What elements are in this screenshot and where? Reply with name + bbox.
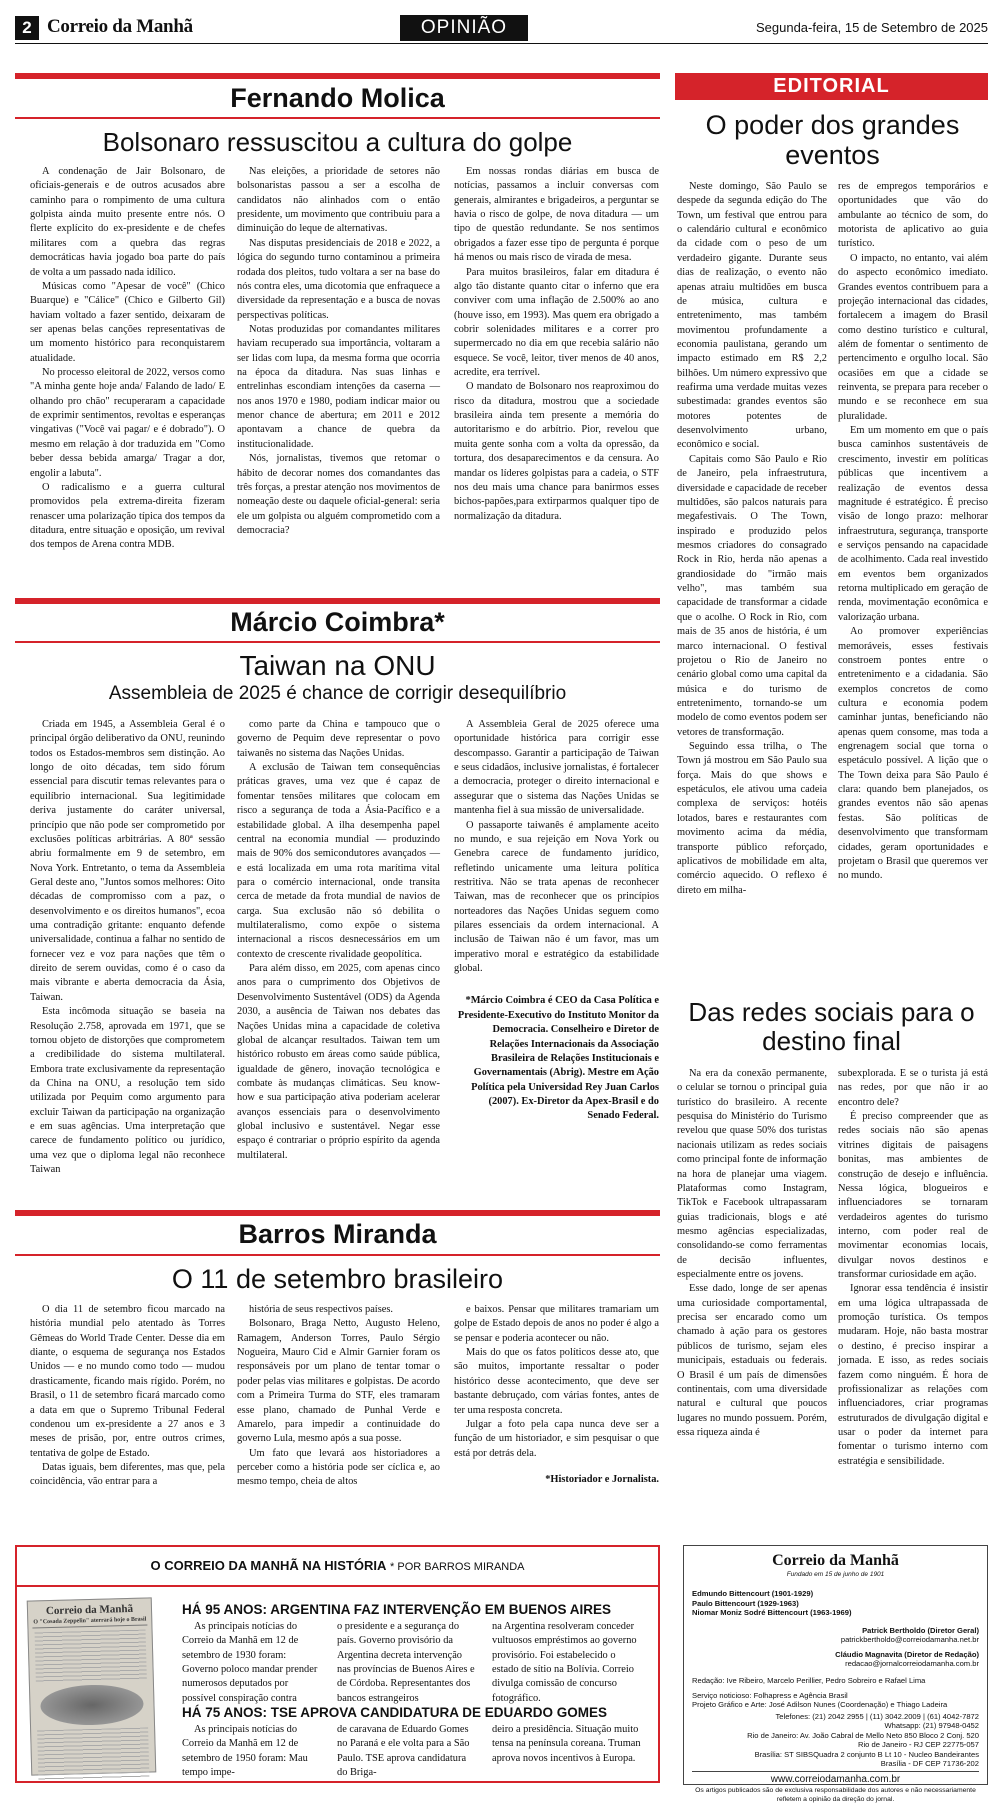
article-column <box>30 718 225 1178</box>
masthead-projeto: Projeto Gráfico e Arte: José Adilson Nunes (Coordenação) e Thiago Ladeira <box>692 1700 948 1710</box>
paragraph: subexplorada. E se o turista já está nas redes, por que não ir ao encontro dele? <box>838 1068 988 1108</box>
founder: Edmundo Bittencourt (1901-1929) <box>692 1589 814 1599</box>
editorial-column <box>677 180 827 898</box>
paragraph: de caravana de Eduardo Gomes no Paraná e ele volta para a São Paulo. TSE aprova candidatura do Briga- <box>337 1724 470 1779</box>
article-column <box>454 1303 659 1487</box>
address: Rio de Janeiro - RJ CEP 22775-057 <box>857 1740 979 1750</box>
paragraph: Nós, jornalistas, tivemos que retomar o hábito de decorar nomes dos comandantes das três forças, a prestar atenção nos movimentos de nomeação deste ou daquele oficial-general: seria ele um golpista ou alguém comprometido com a democracia? <box>237 453 440 536</box>
paragraph: Nas eleições, a prioridade de setores não bolsonaristas passou a ser a escolha de candidatos não alinhados com o então presidente, um movimento que contribuiu para a diminuição do leque de alternativas. <box>237 166 440 235</box>
article-column <box>237 1303 440 1490</box>
section-bar <box>15 598 660 604</box>
paragraph: deiro a presidência. Situação muito tensa na península coreana. Truman aprova novos incentivos à Europa. <box>492 1724 641 1764</box>
author-rule <box>15 117 660 119</box>
masthead-box <box>683 1545 988 1803</box>
masthead-founded: Fundado em 15 de junho de 1901 <box>786 1571 885 1578</box>
paragraph: As principais notícias do Correio da Manhã em 12 de setembro de 1930 foram: Governo poloco mandar prender numerosos deputados por possível conspiração contra <box>182 1621 318 1704</box>
author-bio: *Márcio Coimbra é CEO da Casa Política e Presidente-Executivo do Instituto Monitor da Democracia. Conselheiro e Diretor de Relações Internacionais da Associação Brasileira de Relações Institucionais e Governamentais (Abrig). Mestre em Ação Política pela Universidad Rey Juan Carlos (2007). Ex-Diretor da Apex-Brasil e do Senado Federal. <box>457 995 659 1122</box>
paragraph: O mandato de Bolsonaro nos reaproximou do risco da ditadura, mostrou que a sociedade brasileira ainda tem presente a memória do autoritarismo e do arbítrio. Pior, revelou que muita gente sonha com a volta da opressão, da tortura, dos desaparecimentos e da censura. Ao mandar os líderes golpistas para a cadeia, o STF nos deu mais uma chance para banirmos esses bichos-papões,para extirparmos qualquer tipo de normalização da ditadura. <box>454 381 659 522</box>
article-column <box>454 718 659 1124</box>
author-bio: *Historiador e Jornalista. <box>545 1473 659 1485</box>
paragraph: As principais notícias do Correio da Manhã em 12 de setembro de 1950 foram: Mau tempo impe- <box>182 1724 308 1779</box>
history-item-heading: HÁ 75 ANOS: TSE APROVA CANDIDATURA DE EDUARDO GOMES <box>182 1705 608 1720</box>
author-rule <box>15 641 660 643</box>
zeppelin-photo <box>40 1684 144 1727</box>
masthead-contacts <box>692 1712 979 1769</box>
paragraph: A condenação de Jair Bolsonaro, de oficiais-generais e de outros acusados abre caminho para o rompimento de uma cultura golpista ainda muito presente entre nós. O flerte explícito do ex-presidente e de chefes militares com a quebra das regras democráticas havia jogado boa parte do país de volta a um passado nada idílico. <box>30 166 225 278</box>
page-number: 2 <box>15 16 39 40</box>
paragraph: No processo eleitoral de 2022, versos como "A minha gente hoje anda/ Falando de lado/ E olhando pro chão" recuperaram a capacidade de exprimir sentimentos, revoltas e esperanças vingativas ("Você vai pagar/ e é dobrado"). O mesmo em relação à dor traduzida em "Como beber dessa bebida amarga/ Tragar a dor, engolir a labuta". <box>30 367 225 479</box>
article-title: O 11 de setembro brasileiro <box>171 1264 504 1294</box>
history-box <box>15 1545 660 1783</box>
history-newspaper-image <box>27 1597 157 1775</box>
paragraph: como parte da China e tampouco que o governo de Pequim deve representar o povo taiwanês no sistema das Nações Unidas. <box>237 719 440 759</box>
director: Cláudio Magnavita (Diretor de Redação) <box>835 1649 979 1659</box>
article-subtitle: Assembleia de 2025 é chance de corrigir desequilíbrio <box>108 683 567 704</box>
article-column <box>30 165 225 553</box>
history-image-headline: O "Cosada Zeppelin" aterrará hoje o Brasil <box>32 1617 147 1629</box>
paragraph: Músicas como "Apesar de você" (Chico Buarque) e "Cálice" (Chico e Gilberto Gil) haviam voltado a fazer sentido, deixaram de ser apenas belas canções representativas de um momento histórico para reconquistarem atualidade. <box>30 280 225 364</box>
paragraph: Ao promover experiências memoráveis, esses festivais constroem pontes entre o entretenimento e a cidadania. São exemplos concretos de como cultura e economia podem caminhar juntas, beneficiando não apenas quem consome, mas toda a engrenagem social que torna o espetáculo possível. A lição que o The Town deixa para São Paulo é clara: quando bem planejados, os grandes eventos não são apenas festas. São políticas de desenvolvimento que transformam cidades, geram oportunidades e projetam o Brasil que queremos ver no mundo. <box>838 626 988 882</box>
editorial-label: EDITORIAL <box>675 73 988 100</box>
header-logo: Correio da Manhã <box>47 16 193 37</box>
masthead-site[interactable]: www.correiodamanha.com.br <box>692 1771 979 1787</box>
history-item-columns <box>182 1723 642 1779</box>
masthead-servico: Serviço noticioso: Folhapress e Agência Brasil <box>692 1691 848 1700</box>
editorial-title: O poder dos grandes eventos <box>705 110 960 171</box>
masthead-founders <box>692 1589 979 1617</box>
paragraph: Nas disputas presidenciais de 2018 e 2022, a lógica do segundo turno contaminou a primeira rodada dos pleitos, tudo voltara a ser na base do nós contra eles, uma dicotomia que enfraquece a diversidade da representação e a busca de novas perspectivas políticas. <box>237 237 440 321</box>
header-rule <box>15 43 988 44</box>
paragraph: Na era da conexão permanente, o celular se tornou o principal guia turístico do brasileiro. A recente pesquisa do Ministério do Turismo revelou que quase 50% dos turistas nacionais utilizam as redes sociais como principal fonte de informação na hora de planejar uma viagem. Plataformas como Instagram, TikTok e Facebook ultrapassaram guias tradicionais, blogs e até mesmo agências especializadas, consolidando-se como ferramentas de decisão influentes, especialmente entre os jovens. <box>677 1068 827 1281</box>
paragraph: Criada em 1945, a Assembleia Geral é o principal órgão deliberativo da ONU, reunindo todos os Estados-membros sem distinção. Ao longo de oito décadas, tem sido fórum essencial para discutir temas relevantes para o equilíbrio internacional. Sua legitimidade deriva justamente do caráter universal, princípio que não pode ser comprometido por exclusões políticas arbitrárias. A 80ª sessão abriu formalmente em 9 de setembro, em Nova York. Entretanto, o tema da Assembleia Geral deste ano, "Juntos somos melhores: Oito décadas de compromisso com a paz, o desenvolvimento e os direitos humanos", ecoa uma contradição gritante: enquanto defende universalidade, continua a falhar no sentido de fornecer vez e voz para nações que têm o direito de serem ouvidas, como é o caso da mais vibrante e aberta democracia da Ásia, Taiwan. <box>30 719 225 1003</box>
section-label: OPINIÃO <box>400 15 528 41</box>
paragraph: Esta incômoda situação se baseia na Resolução 2.758, aprovada em 1971, que se tornou objeto de distorções que comprometem a credibilidade do sistema multilateral. Embora trate exclusivamente da representação da China na ONU, a resolução tem sido utilizada por Pequim como argumento para excluir Taiwan da participação na organização e em suas agências. Uma interpretação que carece de fundamento político ou jurídico, uma vez que o diploma legal não reconhece Taiwan <box>30 1006 225 1176</box>
paragraph: Notas produzidas por comandantes militares haviam recuperado sua importância, voltaram a ser lidas com lupa, da mesma forma que ocorria na época da ditadura. Nas suas linhas e entrelinhas escondiam intenções da caserna — nos anos 1970 e 1980, podiam indicar maior ou menor chance de abertura; em 2011 e 2012 apontavam a chance de quebra da institucionalidade. <box>237 323 440 450</box>
history-header <box>17 1547 658 1587</box>
history-image-masthead: Correio da Manhã <box>45 1602 134 1618</box>
paragraph: Datas iguais, bem diferentes, mas que, pela coincidência, vão entrar para a <box>30 1461 225 1488</box>
history-byline: * POR BARROS MIRANDA <box>390 1561 525 1573</box>
page-header <box>15 14 988 44</box>
editorial-title: Das redes sociais para o destino final <box>688 997 975 1057</box>
author-name: Fernando Molica <box>230 83 445 113</box>
paragraph: o presidente e a segurança do país. Governo provisório da Argentina decreta intervenção nas províncias de Buenos Aires e de Córdoba. Representantes dos bancos estrangeiros <box>337 1621 475 1704</box>
article-title: Bolsonaro ressuscitou a cultura do golpe <box>102 127 573 157</box>
paragraph: Ignorar essa tendência é insistir em uma lógica ultrapassada de promoção turística. Os tempos mudaram. Hoje, não basta mostrar o destino, é preciso inspirar a jornada. E isso, as redes sociais fazem como ninguém. É hora de profissionalizar as relações com influenciadores, criar programas estruturados de divulgação digital e usar o poder da internet para fomentar o turismo interno com estratégia e sensibilidade. <box>838 1283 988 1467</box>
masthead-directors <box>692 1626 979 1669</box>
paragraph: O radicalismo e a guerra cultural promovidos pela extrema-direita fizeram renascer uma polarização típica dos tempos da ditadura, entre situação e oposição, um revival dos tempos de Arena contra MDB. <box>30 481 225 551</box>
paragraph: Julgar a foto pela capa nunca deve ser a função de um historiador, e sim pesquisar o que está por detrás dela. <box>454 1418 659 1459</box>
author-name: Barros Miranda <box>238 1219 437 1249</box>
paragraph: Um fato que levará aos historiadores a perceber como a história pode ser cíclica e, ao mesmo tempo, cheia de altos <box>237 1447 440 1488</box>
section-bar <box>15 73 660 79</box>
author-name: Márcio Coimbra* <box>230 607 445 637</box>
header-date: Segunda-feira, 15 de Setembro de 2025 <box>755 20 988 35</box>
article-column <box>237 718 440 1163</box>
article-column <box>454 165 659 524</box>
address: Rio de Janeiro: Av. João Cabral de Mello Neto 850 Bloco 2 Conj. 520 <box>747 1730 979 1740</box>
paragraph: O passaporte taiwanês é amplamente aceito no mundo, e sua rejeição em Nova York ou Genebra carece de fundamento jurídico, refletindo unicamente uma leitura política restritiva. Não se trata apenas de reconhecer Taiwan, mas de reconhecer que os princípios norteadores das Nações Unidas seguem como pilares essenciais da ordem internacional. A inclusão de Taiwan não é um favor, mas um imperativo moral e estratégico da estabilidade global. <box>454 819 659 975</box>
paragraph: O impacto, no entanto, vai além do aspecto econômico imediato. Grandes eventos contribuem para a projeção internacional das cidades, fortalecem a imagem do Brasil como destino turístico e cultural, além de fomentar o sentimento de pertencimento e orgulho local. São ocasiões em que a cidade se reinventa, se prepara para receber o mundo e se reconhece em sua pluralidade. <box>838 252 988 422</box>
masthead-disclaimer: Os artigos publicados são de exclusiva responsabilidade dos autores e não necessariamente refletem a opinião da direção do jornal. <box>695 1787 976 1803</box>
history-item-1 <box>182 1602 642 1704</box>
editorial-column <box>838 180 988 884</box>
director-email: redacao@jornalcorreiodamanha.com.br <box>845 1659 979 1669</box>
history-title: O CORREIO DA MANHÃ NA HISTÓRIA <box>150 1558 387 1573</box>
masthead-redacao: Redação: Ive Ribeiro, Marcelo Perillier, Pedro Sobreiro e Rafael Lima <box>692 1675 926 1685</box>
history-title-wrap <box>17 1558 658 1573</box>
paragraph: A exclusão de Taiwan tem consequências práticas graves, uma vez que é capaz de fomentar tensões militares que colocam em risco a segurança de toda a Ásia-Pacífico e a estabilidade global. A ilha desempenha papel central na economia mundial — produzindo mais de 90% dos semicondutores avançados — e está localizada em uma rota marítima vital para o comércio internacional, onde transita cerca de metade da frota mundial de navios de carga. Sua exclusão não só debilita o multilateralismo, como expõe o sistema internacional a riscos desnecessários em um contexto de crescente rivalidade geopolítica. <box>237 762 440 960</box>
address: Brasília - DF CEP 71736-202 <box>880 1759 979 1769</box>
paragraph: É preciso compreender que as redes sociais não são apenas vitrines digitais de paisagens bonitas, mas ambientes de construção de desejo e influência. Nessa lógica, blogueiros e influenciadores se tornaram verdadeiros agentes do turismo interno, com poder real de movimentar economias locais, divulgar novos destinos e transformar curiosidade em ação. <box>838 1111 988 1281</box>
paragraph: história de seus respectivos países. <box>249 1304 393 1315</box>
address: Brasília: ST SIBSQuadra 2 conjunto B Lt 10 - Nucleo Bandeirantes <box>754 1749 979 1759</box>
paragraph: Capitais como São Paulo e Rio de Janeiro, pela infraestrutura, diversidade e capacidade de receber multidões, são palcos naturais para megafestivais. O The Town, inspirado e produzido pelos mesmos criadores do consagrado Rock in Rio, herda não apenas a grandiosidade do "irmão mais velho", mas também sua capacidade de transformar a cidade que o acolhe. O Rock in Rio, com mais de 35 anos de história, é um marco internacional. O festival projetou o Rio de Janeiro no cenário global como uma capital da música e do turismo de entretenimento, tornando-se um modelo de como eventos podem ser vetores de transformação. <box>677 453 827 738</box>
article-title: Taiwan na ONU <box>239 650 436 681</box>
image-text-lines <box>35 1630 147 1683</box>
article-column <box>237 165 440 538</box>
paragraph: Para além disso, em 2025, com apenas cinco anos para o cumprimento dos Objetivos de Desenvolvimento Sustentável (ODS) da Agenda 2030, a ausência de Taiwan nos debates das Nações Unidas mina a capacidade de coletiva global de alcançar resultados. Taiwan tem um histórico robusto em áreas como saúde pública, igualdade de gênero, inovação tecnológica e combate às mudanças climáticas. Seu know-how e sua participação ativa poderiam acelerar avanços essenciais para o desenvolvimento global inclusivo e sustentável. Negar esse espaço é contrariar o próprio espírito da agenda multilateral. <box>237 963 440 1161</box>
paragraph: res de empregos temporários e oportunidades que vão do ambulante ao técnico de som, do motorista de aplicativo ao guia turístico. <box>838 181 988 250</box>
paragraph: Em nossas rondas diárias em busca de notícias, passamos a incluir conversas com generais, almirantes e brigadeiros, a perguntar se havia o risco de golpe, de nova ditadura — um tipo de questão redundante. Se nos sentimos obrigados a fazer esse tipo de pergunta é porque há menos ou mais risco de virada de mesa. <box>454 166 659 264</box>
director: Patrick Bertholdo (Diretor Geral) <box>862 1625 979 1635</box>
founder: Paulo Bittencourt (1929-1963) <box>692 1598 799 1608</box>
paragraph: Bolsonaro, Braga Netto, Augusto Heleno, Ramagem, Anderson Torres, Paulo Sérgio Nogueira, Mauro Cid e Almir Garnier foram os responsáveis por um plano de tentar tomar o poder pelas vias militares e golpistas. De acordo com a Primeira Turma do STF, eles tramaram esse plano, chamado de Punhal Verde e Amarelo, para impedir a continuidade do governo Lula, mesmo após a sua posse. <box>237 1318 440 1445</box>
paragraph: Neste domingo, São Paulo se despede da segunda edição do The Town, um festival que entrou para o calendário cultural e econômico da cidade com o peso de um verdadeiro gigante. Durante seus dias de realização, o evento não apenas atraiu multidões em busca de música, cultura e entretenimento, mas também movimentou profundamente a economia paulistana, gerando um impacto estimado em R$ 2,2 bilhões. Um número expressivo que reafirma uma verdade muitas vezes subestimada: grandes eventos são motores potentes de desenvolvimento urbano, econômico e social. <box>677 181 827 451</box>
history-item-2 <box>182 1705 642 1779</box>
masthead-logo: Correio da Manhã <box>772 1552 899 1569</box>
author-rule <box>15 1254 660 1256</box>
paragraph: O dia 11 de setembro ficou marcado na história mundial pelo atentado às Torres Gêmeas do World Trade Center. Desse dia em diante, o esquema de segurança nos Estados Unidos — e no mundo como todo — mudou drasticamente, ficando mais rígido. Porém, no Brasil, o 11 de setembro ficará marcado como a data em que o Supremo Tribunal Federal condenou um ex-presidente a 27 anos e 3 meses de prisão, por, entre outros crimes, tentativa de golpe de Estado. <box>30 1304 225 1459</box>
paragraph: Seguindo essa trilha, o The Town já mostrou em São Paulo sua força. Mais do que shows e espetáculos, ele ativou uma cadeia complexa de serviços: hotéis lotados, bares e restaurantes com movimento acima da média, transporte público reforçado, aplicativos de mobilidade em alta, comércio aquecido. O reflexo é direto em milha- <box>677 741 827 896</box>
paragraph: Em um momento em que o país busca caminhos sustentáveis de crescimento, investir em políticas públicas que incentivem a realização de eventos dessa magnitude é estratégico. É preciso visão de longo prazo: melhorar infraestrutura, segurança, transporte e serviços pensando na capacidade de acolhimento. Cada real investido em eventos bem organizados retorna multiplicado em geração de renda, movimentação econômica e valorização urbana. <box>838 425 988 623</box>
paragraph: Para muitos brasileiros, falar em ditadura é algo tão distante quanto citar o inferno que era conviver com uma inflação de 2.500% ao ano (houve isso, em 1993). Mas quem era obrigado a cobrir solenidades militares e a correr pro supermercado no dia em que recebia salário não esquece. Se você, leitor, tiver menos de 40 anos, acredite, era terrível. <box>454 266 659 379</box>
image-text-lines <box>37 1728 149 1781</box>
history-item-columns <box>182 1620 642 1704</box>
founder: Niomar Moniz Sodré Bittencourt (1963-1969) <box>692 1608 852 1618</box>
phones: Telefones: (21) 2042 2955 | (11) 3042.2009 | (61) 4042-7872 <box>775 1711 979 1721</box>
paragraph: na Argentina resolveram conceder vultuosos empréstimos ao governo provisório. Foi estabelecido o estado de sítio na Bolívia. Correio divulga comissão de concurso fotográfico. <box>492 1621 637 1704</box>
editorial-column <box>677 1067 827 1440</box>
paragraph: A Assembleia Geral de 2025 oferece uma oportunidade histórica para corrigir esse descompasso. Garantir a participação de Taiwan e seus cidadãos, inclusive jornalistas, é fortalecer a democracia, proteger o direito internacional e assegurar que o sistema das Nações Unidas se mantenha fiel à sua missão de universalidade. <box>454 719 659 817</box>
article-column <box>30 1303 225 1490</box>
director-email: patrickbertholdo@correiodamanha.net.br <box>840 1635 979 1645</box>
section-bar <box>15 1210 660 1216</box>
history-item-heading: HÁ 95 ANOS: ARGENTINA FAZ INTERVENÇÃO EM BUENOS AIRES <box>182 1602 612 1617</box>
editorial-column <box>838 1067 988 1469</box>
paragraph: Mais do que os fatos políticos desse ato, que são muitos, importante ressaltar o poder histórico desse acontecimento, que deve ser bastante debruçado, com várias fontes, antes de ter uma resposta concreta. <box>454 1347 659 1416</box>
paragraph: Esse dado, longe de ser apenas uma curiosidade comportamental, precisa ser encarado como um chamado à ação para os gestores públicos de turismo, sejam eles municipais, estaduais ou federais. O Brasil é um país de dimensões continentais, com uma diversidade natural e cultural que poucos lugares no mundo possuem. Porém, essa riqueza ainda é <box>677 1283 827 1438</box>
whatsapp: Whatsapp: (21) 97948-0452 <box>884 1721 979 1731</box>
paragraph: e baixos. Pensar que militares tramariam um golpe de Estado depois de anos no poder é algo a se pensar e poderia acontecer ou não. <box>454 1304 659 1344</box>
